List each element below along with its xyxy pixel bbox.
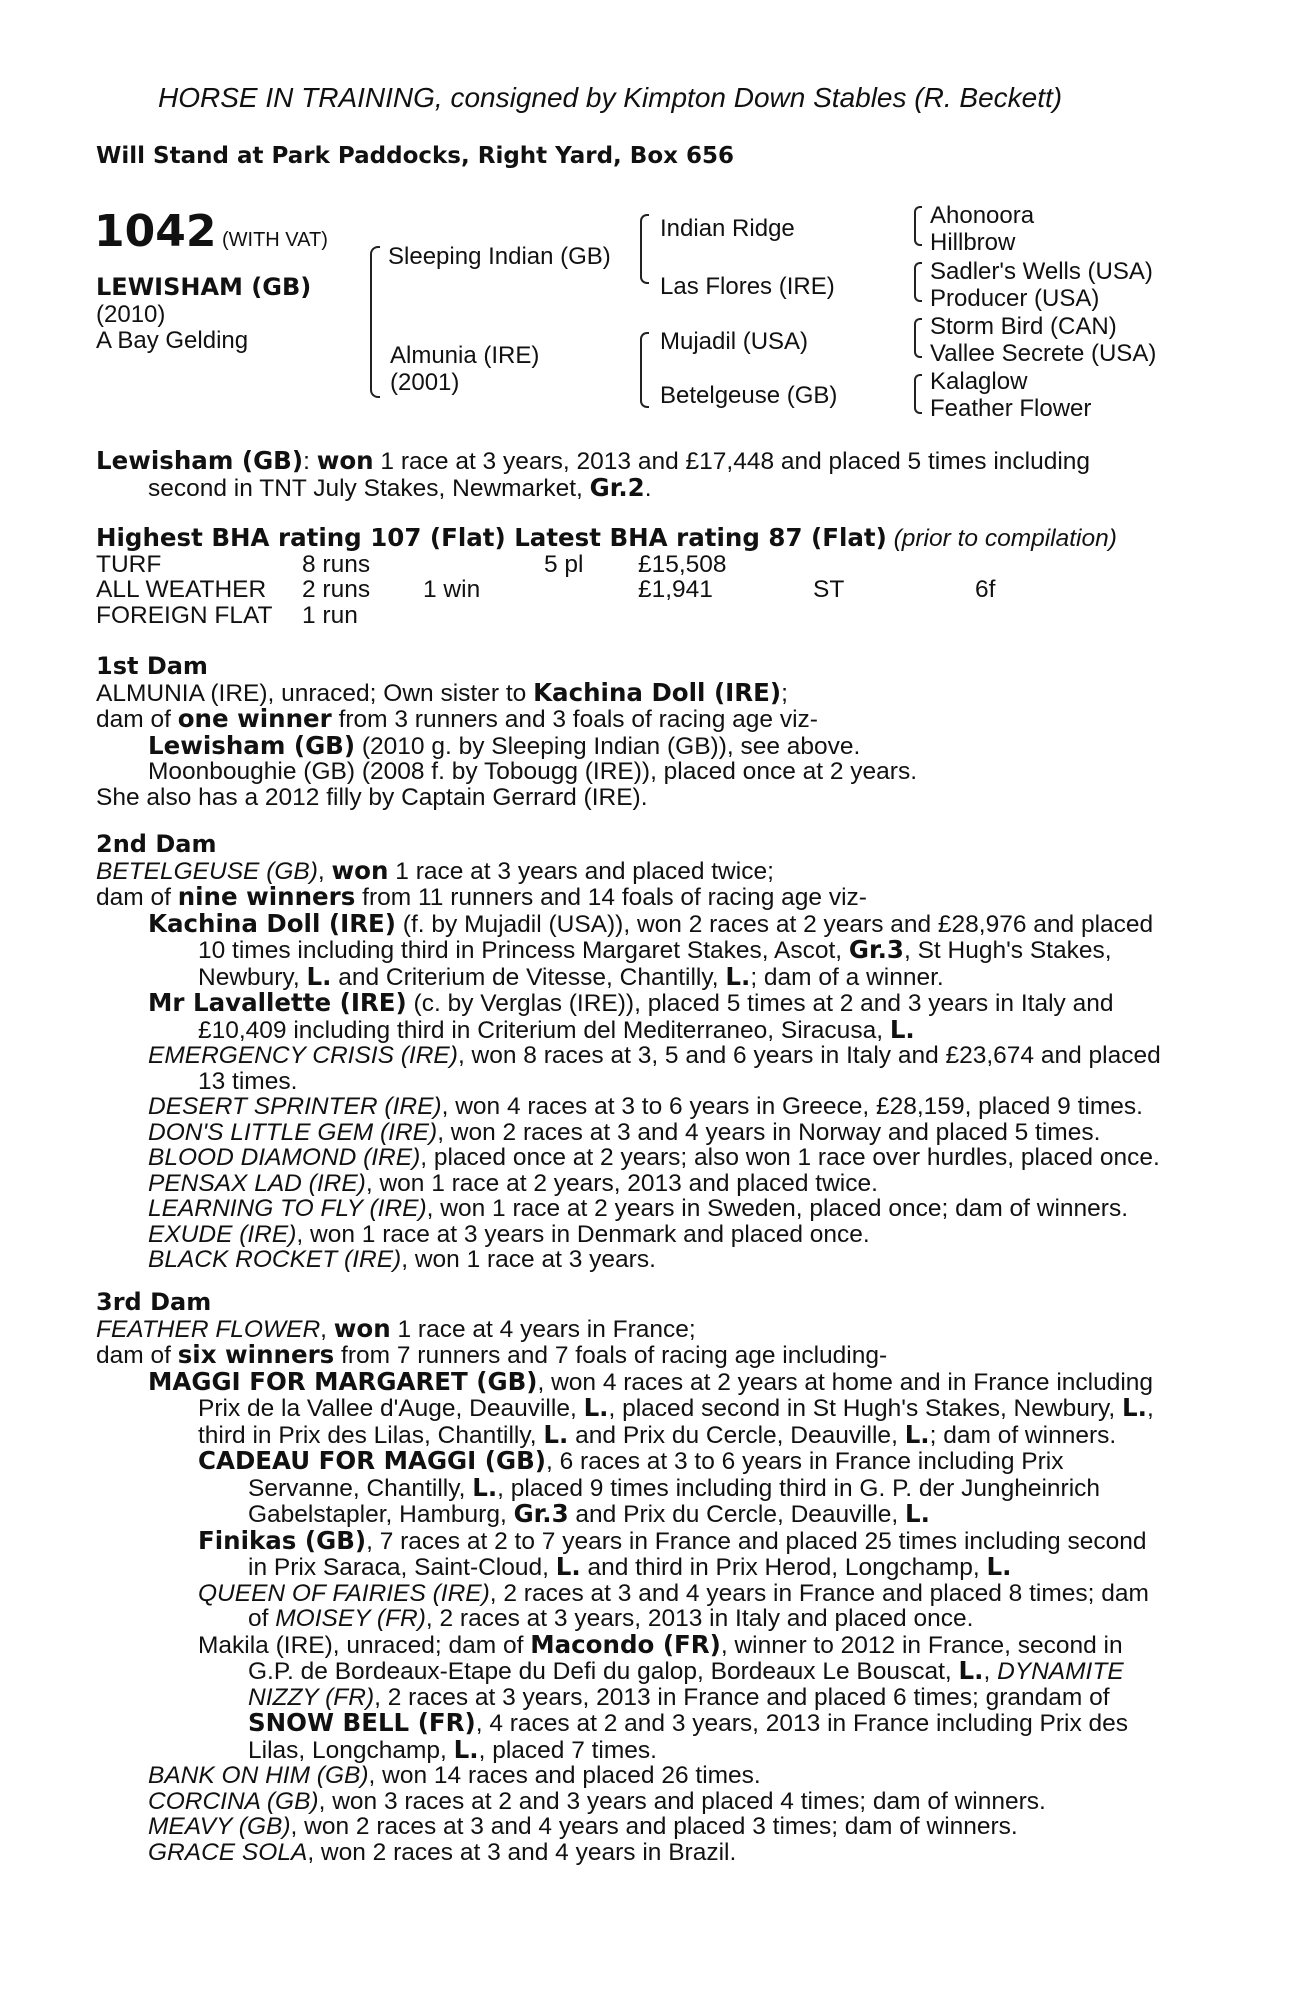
text-fragment: , won 1 race at 3 years. bbox=[401, 1246, 656, 1273]
text-fragment: EMERGENCY CRISIS (IRE) bbox=[148, 1042, 458, 1069]
produce-record bbox=[96, 1120, 1206, 1146]
text-line bbox=[96, 677, 1206, 707]
text-fragment: , won 3 races at 2 and 3 years and placed 4 times; dam of winners. bbox=[318, 1787, 1046, 1815]
text-fragment: ALMUNIA (IRE), unraced; Own sister to bbox=[96, 679, 534, 707]
ratings-prize: £15,508 bbox=[638, 551, 727, 578]
section-heading: 3rd Dam bbox=[96, 1288, 212, 1316]
text-fragment: EXUDE (IRE) bbox=[148, 1220, 297, 1248]
text-fragment: Servanne, Chantilly, bbox=[248, 1474, 473, 1502]
text-fragment: (c. by Verglas (IRE)), placed 5 times at 2 and 3 years in Italy and bbox=[406, 990, 1114, 1017]
pedigree-gen3-item: Ahonoora bbox=[930, 202, 1035, 229]
text-fragment: and third in Prix Herod, Longchamp, bbox=[580, 1554, 987, 1581]
text-fragment: L. bbox=[555, 1552, 581, 1581]
text-fragment: , won 4 races at 2 years at home and in France including bbox=[537, 1368, 1154, 1396]
text-fragment: dam of bbox=[96, 706, 178, 733]
text-fragment: (f. by Mujadil (USA)), won 2 races at 2 years and £28,976 and placed bbox=[396, 910, 1154, 938]
produce-record bbox=[96, 990, 1206, 1017]
text-fragment: , won 2 races at 3 and 4 years and placed 3 times; dam of winners. bbox=[290, 1813, 1018, 1840]
text-fragment: , won 1 race at 3 years in Denmark and placed once. bbox=[296, 1220, 870, 1248]
produce-record bbox=[96, 908, 1206, 938]
dam-name: Almunia (IRE) bbox=[390, 342, 540, 369]
text-fragment: L. bbox=[306, 961, 332, 991]
horse-description: A Bay Gelding bbox=[96, 327, 249, 354]
summary-colon: : bbox=[303, 448, 317, 475]
text-fragment: from 3 runners and 3 foals of racing age viz- bbox=[331, 706, 818, 733]
summary-text: 1 race at 3 years, 2013 and £17,448 and placed 5 times including bbox=[373, 448, 1091, 475]
text-fragment: , St Hugh's Stakes, bbox=[903, 937, 1112, 964]
summary-horse-name: Lewisham (GB) bbox=[96, 446, 304, 475]
text-line bbox=[96, 1554, 1206, 1581]
text-fragment: nine winners bbox=[177, 882, 356, 911]
text-fragment: dam of bbox=[96, 884, 178, 911]
pedigree-gen3-item: Hillbrow bbox=[930, 229, 1016, 256]
produce-record bbox=[96, 1247, 1206, 1273]
text-fragment: , placed second in St Hugh's Stakes, Newbury, bbox=[608, 1395, 1123, 1422]
text-fragment: , 2 races at 3 years, 2013 in Italy and placed once. bbox=[425, 1605, 974, 1632]
produce-record bbox=[96, 1196, 1206, 1222]
ratings-wins: 1 win bbox=[423, 576, 481, 603]
text-fragment: , won 2 races at 3 and 4 years in Norway and placed 5 times. bbox=[437, 1118, 1101, 1146]
text-fragment: CORCINA (GB) bbox=[148, 1787, 319, 1815]
text-fragment: NIZZY (FR) bbox=[248, 1683, 375, 1711]
produce-record bbox=[96, 1840, 1206, 1866]
text-fragment: and Prix du Cercle, Deauville, bbox=[568, 1501, 905, 1528]
text-line bbox=[96, 1710, 1206, 1737]
text-fragment: L. bbox=[543, 1419, 569, 1449]
section-heading: 2nd Dam bbox=[96, 830, 217, 858]
text-fragment: , won 2 races at 3 and 4 years in Brazil. bbox=[307, 1838, 737, 1866]
vat-label: (WITH VAT) bbox=[222, 229, 328, 251]
pedigree-gen3-item: Vallee Secrete (USA) bbox=[930, 340, 1157, 367]
text-fragment: ; dam of winners. bbox=[929, 1421, 1117, 1449]
text-fragment: SNOW BELL (FR) bbox=[248, 1708, 476, 1737]
text-fragment: Kachina Doll (IRE) bbox=[148, 908, 396, 938]
pedigree-gen2-item: Indian Ridge bbox=[660, 215, 795, 242]
text-fragment: L. bbox=[904, 1499, 930, 1528]
text-fragment: , 2 races at 3 years, 2013 in France and placed 6 times; grandam of bbox=[374, 1683, 1110, 1711]
produce-record bbox=[96, 1043, 1206, 1069]
ratings-runs: 2 runs bbox=[302, 576, 371, 603]
text-line bbox=[96, 1313, 1206, 1343]
horse-name: LEWISHAM (GB) bbox=[96, 273, 312, 301]
produce-note: She also has a 2012 filly by Captain Gerrard (IRE). bbox=[96, 783, 648, 811]
text-fragment: L. bbox=[958, 1656, 984, 1685]
produce-record bbox=[96, 1448, 1206, 1475]
text-fragment: , bbox=[317, 857, 332, 885]
text-fragment: 1 race at 3 years and placed twice; bbox=[388, 857, 774, 885]
text-fragment: , placed 7 times. bbox=[478, 1736, 657, 1764]
text-fragment: and Prix du Cercle, Deauville, bbox=[568, 1421, 905, 1449]
text-line bbox=[96, 937, 1206, 964]
text-fragment: Gabelstapler, Hamburg, bbox=[248, 1501, 514, 1528]
text-fragment: MOISEY (FR) bbox=[275, 1605, 426, 1632]
produce-record bbox=[96, 1145, 1206, 1171]
ratings-header bbox=[96, 525, 1117, 552]
text-fragment: , 6 races at 3 to 6 years in France including Prix bbox=[546, 1448, 1064, 1475]
text-fragment: third in Prix des Lilas, Chantilly, bbox=[198, 1421, 544, 1449]
produce-record bbox=[96, 1222, 1206, 1248]
pedigree-gen3-item: Producer (USA) bbox=[930, 285, 1100, 312]
text-fragment: (2010 g. by Sleeping Indian (GB)), see above. bbox=[355, 732, 861, 760]
text-fragment: L. bbox=[453, 1734, 479, 1764]
text-line bbox=[96, 1606, 1206, 1632]
text-fragment: QUEEN OF FAIRIES (IRE) bbox=[198, 1579, 490, 1607]
ratings-going: ST bbox=[813, 576, 845, 603]
produce-record bbox=[96, 1525, 1206, 1555]
text-fragment: L. bbox=[904, 1419, 930, 1449]
text-fragment: of bbox=[248, 1605, 276, 1632]
stand-location: Will Stand at Park Paddocks, Right Yard, Box 656 bbox=[96, 143, 734, 169]
summary-grade: Gr.2 bbox=[589, 472, 645, 502]
text-fragment: , won 14 races and placed 26 times. bbox=[368, 1762, 761, 1789]
pedigree-brace-gen3 bbox=[914, 374, 922, 414]
text-fragment: FEATHER FLOWER bbox=[96, 1315, 321, 1343]
text-line bbox=[96, 884, 1206, 911]
text-fragment: MAGGI FOR MARGARET (GB) bbox=[148, 1366, 538, 1396]
produce-record bbox=[96, 1789, 1206, 1815]
ratings-placed: 5 pl bbox=[544, 551, 584, 578]
text-fragment: DON'S LITTLE GEM (IRE) bbox=[148, 1118, 438, 1146]
text-fragment: , 4 races at 2 and 3 years, 2013 in France including Prix des bbox=[475, 1710, 1129, 1737]
text-fragment: , bbox=[320, 1315, 334, 1343]
pedigree-brace-gen2-sire bbox=[640, 214, 649, 284]
text-line bbox=[96, 730, 1206, 760]
dam-year: (2001) bbox=[390, 369, 460, 396]
text-fragment: Mr Lavallette (IRE) bbox=[148, 988, 407, 1017]
text-fragment: Makila (IRE), unraced; dam of bbox=[198, 1631, 531, 1659]
text-fragment: , won 1 race at 2 years, 2013 and placed twice. bbox=[365, 1169, 878, 1197]
section-heading: 1st Dam bbox=[96, 652, 208, 680]
text-fragment: , placed once at 2 years; also won 1 race over hurdles, placed once. bbox=[420, 1144, 1160, 1171]
produce-record bbox=[96, 1814, 1206, 1840]
text-line bbox=[96, 1501, 1206, 1528]
pedigree-brace-gen1 bbox=[370, 246, 380, 398]
ratings-distance: 6f bbox=[975, 576, 996, 603]
text-line bbox=[96, 1342, 1206, 1369]
text-fragment: Macondo (FR) bbox=[530, 1629, 721, 1659]
summary-text: second in TNT July Stakes, Newmarket, bbox=[148, 474, 590, 502]
text-fragment: L. bbox=[889, 1014, 915, 1044]
text-fragment: , placed 9 times including third in G. P. der Jungheinrich bbox=[497, 1474, 1101, 1502]
text-fragment: CADEAU FOR MAGGI (GB) bbox=[198, 1446, 546, 1475]
text-fragment: ; bbox=[781, 679, 788, 707]
pedigree-brace-gen3 bbox=[914, 318, 922, 358]
text-fragment: L. bbox=[725, 961, 751, 991]
text-fragment: LEARNING TO FLY (IRE) bbox=[148, 1195, 427, 1222]
text-line bbox=[96, 1395, 1206, 1422]
text-fragment: Gr.3 bbox=[848, 935, 904, 964]
summary-text: . bbox=[644, 474, 652, 502]
text-line bbox=[96, 1014, 1206, 1044]
text-fragment: , bbox=[1146, 1395, 1154, 1422]
text-fragment: Lewisham (GB) bbox=[148, 730, 356, 760]
text-fragment: DESERT SPRINTER (IRE) bbox=[148, 1093, 442, 1120]
pedigree-gen2-item: Las Flores (IRE) bbox=[660, 273, 835, 300]
lot-number: 1042 bbox=[94, 206, 217, 257]
text-line bbox=[96, 706, 1206, 733]
ratings-runs: 8 runs bbox=[302, 551, 371, 578]
second-dam-section bbox=[96, 832, 1206, 1273]
ratings-runs: 1 run bbox=[302, 602, 358, 629]
text-fragment: L. bbox=[1122, 1393, 1147, 1422]
text-line bbox=[96, 1472, 1206, 1502]
pedigree-brace-gen3 bbox=[914, 206, 922, 246]
text-fragment: from 11 runners and 14 foals of racing age viz- bbox=[355, 884, 867, 911]
text-fragment: 1 race at 4 years in France; bbox=[390, 1315, 696, 1343]
text-fragment: DYNAMITE bbox=[997, 1658, 1124, 1685]
ratings-title: Highest BHA rating 107 (Flat) Latest BHA rating 87 (Flat) bbox=[96, 523, 887, 552]
text-fragment: dam of bbox=[96, 1342, 178, 1369]
text-fragment: , 7 races at 2 to 7 years in France and placed 25 times including second bbox=[366, 1527, 1147, 1555]
summary-won: won bbox=[316, 446, 374, 475]
text-fragment: BLOOD DIAMOND (IRE) bbox=[148, 1144, 421, 1171]
pedigree-gen3-item: Feather Flower bbox=[930, 395, 1092, 422]
produce-record bbox=[96, 1581, 1206, 1607]
text-line bbox=[96, 1685, 1206, 1711]
produce-record bbox=[96, 1171, 1206, 1197]
text-line bbox=[96, 961, 1206, 991]
text-fragment: BLACK ROCKET (IRE) bbox=[148, 1246, 402, 1273]
text-fragment: from 7 runners and 7 foals of racing age including- bbox=[334, 1342, 888, 1369]
text-fragment: BETELGEUSE (GB) bbox=[96, 857, 318, 885]
pedigree-brace-gen3 bbox=[914, 262, 922, 302]
text-fragment: , won 1 race at 2 years in Sweden, placed once; dam of winners. bbox=[426, 1195, 1129, 1222]
pedigree-gen3-item: Sadler's Wells (USA) bbox=[930, 258, 1153, 285]
text-fragment: and Criterium de Vitesse, Chantilly, bbox=[331, 963, 726, 991]
pedigree-gen2-item: Mujadil (USA) bbox=[660, 328, 809, 355]
race-summary bbox=[96, 448, 1206, 501]
text-fragment: , winner to 2012 in France, second in bbox=[720, 1631, 1123, 1659]
text-fragment: G.P. de Bordeaux-Etape du Defi du galop, Bordeaux Le Bouscat, bbox=[248, 1658, 959, 1685]
text-fragment: L. bbox=[986, 1552, 1012, 1581]
produce-record bbox=[96, 1094, 1206, 1120]
text-fragment: £10,409 including third in Criterium del Mediterraneo, Siracusa, bbox=[198, 1016, 890, 1044]
text-fragment: , bbox=[983, 1658, 998, 1685]
ratings-note: (prior to compilation) bbox=[893, 525, 1117, 552]
text-fragment: Prix de la Vallee d'Auge, Deauville, bbox=[198, 1395, 584, 1422]
text-fragment: 13 times. bbox=[198, 1067, 298, 1095]
text-fragment: L. bbox=[583, 1393, 609, 1422]
produce-record: Moonboughie (GB) (2008 f. by Tobougg (IRE)), placed once at 2 years. bbox=[148, 758, 918, 785]
text-fragment: Newbury, bbox=[198, 963, 307, 991]
text-fragment: 10 times including third in Princess Margaret Stakes, Ascot, bbox=[198, 937, 849, 964]
ratings-surface: ALL WEATHER bbox=[96, 576, 267, 603]
ratings-surface: TURF bbox=[96, 551, 162, 578]
text-fragment: MEAVY (GB) bbox=[148, 1813, 291, 1840]
produce-record bbox=[96, 1629, 1206, 1659]
text-line bbox=[96, 1419, 1206, 1449]
produce-record bbox=[96, 1763, 1206, 1789]
text-fragment: L. bbox=[472, 1472, 498, 1502]
text-fragment: won bbox=[333, 1313, 391, 1343]
text-fragment: GRACE SOLA bbox=[148, 1838, 308, 1866]
page-title: HORSE IN TRAINING, consigned by Kimpton Down Stables (R. Beckett) bbox=[158, 82, 1063, 113]
produce-record bbox=[96, 1366, 1206, 1396]
pedigree-gen3-item: Storm Bird (CAN) bbox=[930, 313, 1117, 340]
text-fragment: , won 8 races at 3, 5 and 6 years in Italy and £23,674 and placed bbox=[457, 1042, 1161, 1069]
text-line bbox=[96, 1734, 1206, 1764]
pedigree-gen3-item: Kalaglow bbox=[930, 368, 1028, 395]
pedigree-brace-gen2-dam bbox=[640, 332, 649, 408]
text-fragment: Kachina Doll (IRE) bbox=[533, 677, 782, 707]
text-fragment: Gr.3 bbox=[513, 1499, 569, 1528]
text-fragment: PENSAX LAD (IRE) bbox=[148, 1169, 366, 1197]
text-fragment: BANK ON HIM (GB) bbox=[148, 1762, 369, 1789]
text-fragment: , 2 races at 3 and 4 years in France and placed 8 times; dam bbox=[489, 1579, 1149, 1607]
text-fragment: in Prix Saraca, Saint-Cloud, bbox=[248, 1554, 556, 1581]
text-line bbox=[96, 855, 1206, 885]
first-dam-section bbox=[96, 654, 1206, 810]
ratings-surface: FOREIGN FLAT bbox=[96, 602, 273, 629]
text-fragment: ; dam of a winner. bbox=[750, 963, 944, 991]
pedigree-gen2-item: Betelgeuse (GB) bbox=[660, 382, 838, 409]
text-fragment: won bbox=[331, 855, 389, 885]
text-fragment: six winners bbox=[177, 1340, 335, 1369]
text-fragment: Lilas, Longchamp, bbox=[248, 1736, 454, 1764]
horse-year: (2010) bbox=[96, 301, 166, 328]
sire-name: Sleeping Indian (GB) bbox=[388, 243, 611, 270]
ratings-prize: £1,941 bbox=[638, 576, 713, 603]
text-fragment: , won 4 races at 3 to 6 years in Greece, £28,159, placed 9 times. bbox=[441, 1093, 1143, 1120]
third-dam-section bbox=[96, 1290, 1206, 1865]
text-fragment: Finikas (GB) bbox=[198, 1525, 367, 1555]
text-line bbox=[96, 1658, 1206, 1685]
text-fragment: one winner bbox=[177, 704, 332, 733]
